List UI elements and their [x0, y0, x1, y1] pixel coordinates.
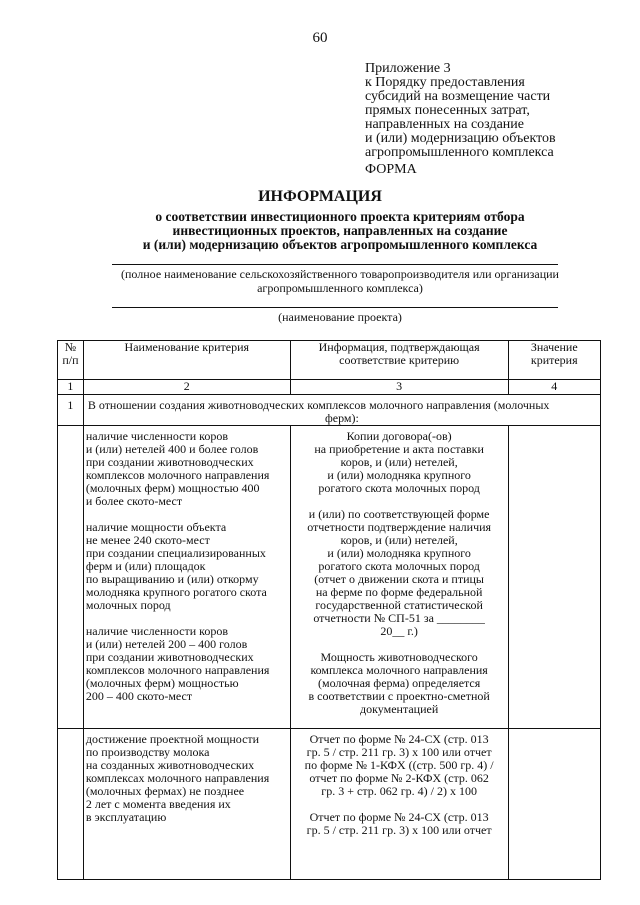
- row-num-empty: [58, 426, 84, 729]
- value-cell: [508, 426, 601, 729]
- column-number: 2: [83, 380, 290, 395]
- section-num: 1: [58, 395, 84, 426]
- info-line: и (или) по соответствующей форме: [308, 507, 490, 521]
- section-title: [83, 395, 600, 426]
- criterion-cell: [83, 426, 290, 729]
- criterion-line: наличие мощности объекта: [85, 520, 227, 534]
- criterion-line: (молочных ферм) мощностью 400: [85, 481, 260, 495]
- page-number: 60: [312, 30, 328, 46]
- appendix-block: [365, 62, 635, 160]
- info-line: коров, и (или) нетелей,: [340, 533, 458, 547]
- criterion-line: не менее 240 ското-мест: [85, 533, 210, 547]
- appendix-line: прямых понесенных затрат,: [365, 103, 530, 118]
- table-row: [58, 729, 601, 880]
- criterion-line: при создании животноводческих: [85, 650, 254, 664]
- info-line: Мощность животноводческого: [320, 650, 478, 664]
- info-line: гр. 3 + стр. 062 гр. 4) / 2) х 100: [321, 784, 477, 798]
- header-num-line: п/п: [62, 353, 79, 367]
- criterion-line: 2 лет с момента введения их: [85, 797, 231, 811]
- producer-note-line: (полное наименование сельскохозяйственного товаропроизводителя или организации: [121, 267, 559, 281]
- column-number: 3: [290, 380, 508, 395]
- info-line: на приобретение и акта поставки: [314, 442, 484, 456]
- info-line: отчет по форме № 2-КФХ (стр. 062: [309, 771, 489, 785]
- project-note: (наименование проекта): [278, 310, 402, 324]
- criterion-line: молодняка крупного рогатого скота: [85, 585, 267, 599]
- criterion-line: по выращиванию и (или) откорму: [85, 572, 259, 586]
- info-line: (отчет о движении скота и птицы: [314, 572, 484, 586]
- criterion-line: достижение проектной мощности: [85, 732, 260, 746]
- info-line: Отчет по форме № 24-СХ (стр. 013: [309, 732, 489, 746]
- info-line: документацией: [360, 702, 439, 716]
- column-number-row: [58, 380, 601, 395]
- info-line: комплекса молочного направления: [310, 663, 488, 677]
- header-criterion: Наименование критерия: [83, 341, 290, 380]
- project-name-line: [112, 307, 558, 308]
- info-line: отчетности № СП-51 за ________: [313, 611, 485, 625]
- criterion-line: в эксплуатацию: [85, 810, 167, 824]
- info-line: и (или) молодняка крупного: [327, 468, 471, 482]
- info-line: рогатого скота молочных пород: [318, 481, 480, 495]
- producer-name-line: [112, 264, 558, 265]
- table-header-row: [58, 341, 601, 380]
- info-line: гр. 5 / стр. 211 гр. 3) х 100 или отчет: [306, 823, 492, 837]
- criterion-cell: [83, 729, 290, 880]
- table-row: [58, 426, 601, 729]
- criterion-line: на созданных животноводческих: [85, 758, 255, 772]
- subtitle-line: инвестиционных проектов, направленных на создание: [172, 223, 508, 238]
- producer-note: [100, 267, 580, 295]
- producer-note-line: агропромышленного комплекса): [257, 281, 423, 295]
- criterion-line: комплексов молочного направления: [85, 663, 270, 677]
- info-line: рогатого скота молочных пород: [318, 559, 480, 573]
- info-line: гр. 5 / стр. 211 гр. 3) х 100 или отчет: [306, 745, 492, 759]
- criterion-line: при создании животноводческих: [85, 455, 254, 469]
- info-line: 20__ г.): [380, 624, 418, 638]
- criterion-line: (молочных ферм) мощностью: [85, 676, 239, 690]
- header-info: [290, 341, 508, 380]
- header-info-line: соответствие критерию: [339, 353, 460, 367]
- criterion-line: по производству молока: [85, 745, 210, 759]
- row-num-empty: [58, 729, 84, 880]
- criterion-line: наличие численности коров: [85, 429, 229, 443]
- criterion-line: (молочных фермах) не позднее: [85, 784, 245, 798]
- section-title-line: ферм):: [325, 411, 359, 425]
- criterion-line: ферм и (или) площадок: [85, 559, 206, 573]
- section-title-line: В отношении создания животноводческих комплексов молочного направления (молочных: [87, 398, 550, 412]
- header-num: [58, 341, 84, 380]
- subtitle-line: о соответствии инвестиционного проекта критериям отбора: [155, 209, 525, 224]
- criterion-line: и (или) нетелей 400 и более голов: [85, 442, 259, 456]
- document-title: ИНФОРМАЦИЯ: [258, 188, 382, 205]
- header-value-line: критерия: [530, 353, 578, 367]
- section-row: [58, 395, 601, 426]
- value-cell: [508, 729, 601, 880]
- header-info-line: Информация, подтверждающая: [318, 340, 480, 354]
- criterion-line: при создании специализированных: [85, 546, 266, 560]
- info-line: Отчет по форме № 24-СХ (стр. 013: [309, 810, 489, 824]
- criterion-line: наличие численности коров: [85, 624, 229, 638]
- appendix-line: к Порядку предоставления: [365, 75, 525, 90]
- info-line: Копии договора(-ов): [346, 429, 452, 443]
- subtitle-line: и (или) модернизацию объектов агропромышленного комплекса: [142, 237, 538, 252]
- criterion-line: и (или) нетелей 200 – 400 голов: [85, 637, 248, 651]
- header-num-line: №: [64, 340, 77, 354]
- info-line: (молочная ферма) определяется: [318, 676, 481, 690]
- appendix-line: и (или) модернизацию объектов: [365, 131, 556, 146]
- criterion-line: 200 – 400 ското-мест: [85, 689, 193, 703]
- criterion-line: и более ското-мест: [85, 494, 183, 508]
- appendix-line: агропромышленного комплекса: [365, 145, 554, 160]
- appendix-line: направленных на создание: [365, 117, 524, 132]
- info-line: государственной статистической: [315, 598, 483, 612]
- info-cell: [290, 426, 508, 729]
- info-line: на ферме по форме федеральной: [315, 585, 483, 599]
- header-value: [508, 341, 601, 380]
- document-subtitle: [90, 210, 590, 252]
- column-number: 4: [508, 380, 601, 395]
- column-number: 1: [58, 380, 84, 395]
- criterion-line: комплексов молочного направления: [85, 468, 270, 482]
- info-line: коров, и (или) нетелей,: [340, 455, 458, 469]
- info-line: по форме № 1-КФХ ((стр. 500 гр. 4) /: [304, 758, 494, 772]
- appendix-line: субсидий на возмещение части: [365, 89, 551, 104]
- info-line: и (или) молодняка крупного: [327, 546, 471, 560]
- criteria-table: [57, 340, 601, 880]
- form-label: ФОРМА: [365, 162, 417, 177]
- header-value-line: Значение: [530, 340, 578, 354]
- appendix-line: Приложение 3: [365, 61, 451, 76]
- criterion-line: молочных пород: [85, 598, 171, 612]
- info-line: в соответствии с проектно-сметной: [308, 689, 490, 703]
- criterion-line: комплексах молочного направления: [85, 771, 270, 785]
- info-line: отчетности подтверждение наличия: [307, 520, 492, 534]
- info-cell: [290, 729, 508, 880]
